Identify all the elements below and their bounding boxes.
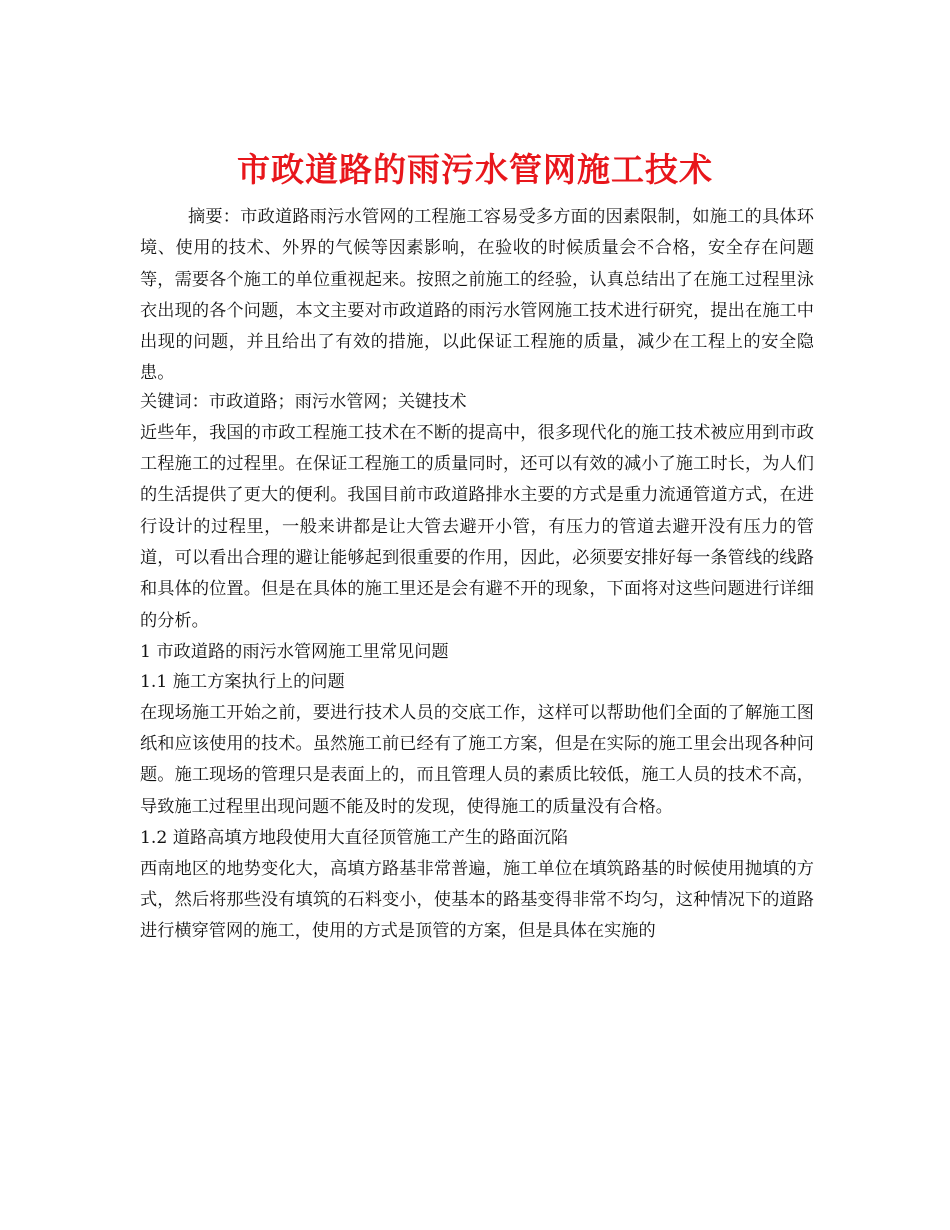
section-1-1-heading: 1.1 施工方案执行上的问题 [140, 672, 345, 693]
document-body [140, 202, 814, 947]
keywords-line: 关键词：市政道路；雨污水管网；关键技术 [140, 391, 467, 412]
section-1-2-heading: 1.2 道路高填方地段使用大直径顶管施工产生的路面沉陷 [140, 828, 569, 849]
section-1-1-paragraph: 在现场施工开始之前，要进行技术人员的交底工作，这样可以帮助他们全面的了解施工图纸和应该使用的技术。虽然施工前已经有了施工方案，但是在实际的施工里会出现各种问题。施工现场的管理只是表面上的，而且管理人员的素质比较低，施工人员的技术不高，导致施工过程里出现问题不能及时的发现，使得施工的质量没有合格。 [140, 702, 814, 817]
section-1-heading: 1 市政道路的雨污水管网施工里常见问题 [140, 641, 449, 662]
section-1-2-paragraph: 西南地区的地势变化大，高填方路基非常普遍，施工单位在填筑路基的时候使用抛填的方式，然后将那些没有填筑的石料变小，使基本的路基变得非常不均匀，这种情况下的道路进行横穿管网的施工，使用的方式是顶管的方案，但是具体在实施的 [140, 858, 814, 942]
abstract-paragraph: 摘要：市政道路雨污水管网的工程施工容易受多方面的因素限制，如施工的具体环境、使用的技术、外界的气候等因素影响，在验收的时候质量会不合格，安全存在问题等，需要各个施工的单位重视起来。按照之前施工的经验，认真总结出了在施工过程里泳衣出现的各个问题，本文主要对市政道路的雨污水管网施工技术进行研究，提出在施工中出现的问题，并且给出了有效的措施，以此保证工程施的质量，减少在工程上的安全隐患。 [140, 207, 814, 384]
document-title: 市政道路的雨污水管网施工技术 [237, 150, 713, 190]
intro-paragraph: 近些年，我国的市政工程施工技术在不断的提高中，很多现代化的施工技术被应用到市政工程施工的过程里。在保证工程施工的质量同时，还可以有效的减小了施工时长，为人们的生活提供了更大的便利。我国目前市政道路排水主要的方式是重力流通管道方式，在进行设计的过程里，一般来讲都是让大管去避开小管，有压力的管道去避开没有压力的管道，可以看出合理的避让能够起到很重要的作用，因此，必须要安排好每一条管线的线路和具体的位置。但是在具体的施工里还是会有避不开的现象，下面将对这些问题进行详细的分析。 [140, 422, 814, 631]
